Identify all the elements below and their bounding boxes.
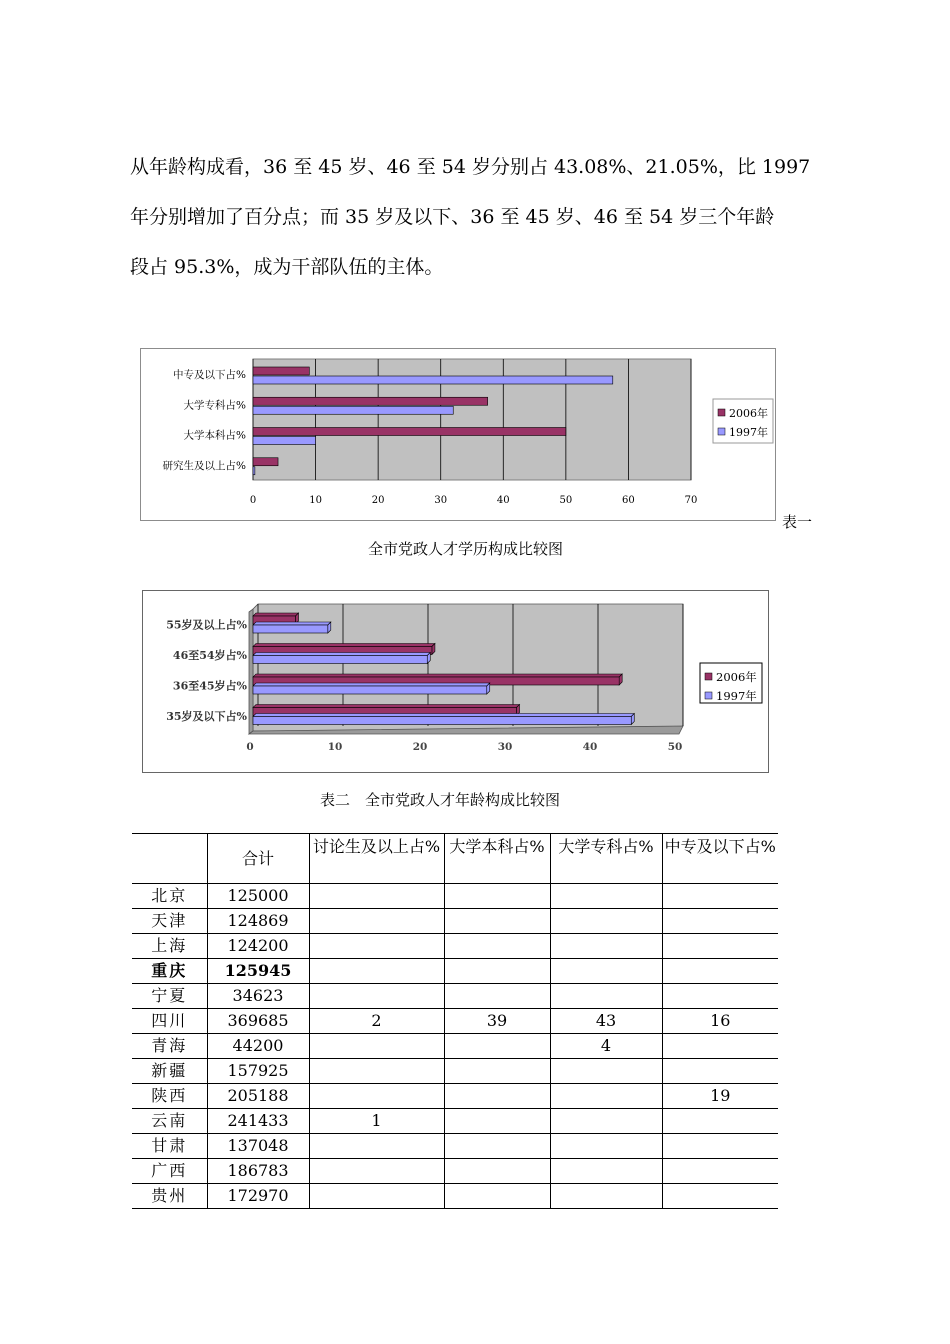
value-cell: 44200	[207, 1034, 309, 1059]
value-cell	[309, 934, 444, 959]
province-name-cell: 新疆	[132, 1059, 207, 1084]
value-cell: 137048	[207, 1134, 309, 1159]
bar-2006年	[253, 397, 488, 405]
bar-top	[253, 683, 490, 686]
intro-paragraph	[130, 142, 825, 292]
value-cell	[309, 909, 444, 934]
value-cell: 125000	[207, 884, 309, 909]
value-cell: 205188	[207, 1084, 309, 1109]
value-cell	[444, 884, 550, 909]
table-header-row	[132, 834, 778, 884]
value-cell	[309, 984, 444, 1009]
bar-1997年	[253, 376, 613, 384]
value-cell	[550, 1184, 662, 1209]
bar-top	[253, 674, 622, 677]
province-name-cell: 陕西	[132, 1084, 207, 1109]
value-cell	[662, 1184, 778, 1209]
age-chart-svg	[143, 591, 768, 772]
province-name-cell: 四川	[132, 1009, 207, 1034]
value-cell	[550, 1134, 662, 1159]
province-name-cell: 天津	[132, 909, 207, 934]
bar-2006年	[253, 428, 566, 436]
province-name-cell: 重庆	[132, 959, 207, 984]
value-cell	[662, 1159, 778, 1184]
legend-label: 1997年	[729, 426, 768, 439]
value-cell: 124200	[207, 934, 309, 959]
header-cell	[132, 834, 207, 884]
value-cell	[309, 1034, 444, 1059]
bar-top	[253, 653, 430, 656]
category-label: 大学专科占%	[183, 399, 246, 412]
value-cell	[662, 1134, 778, 1159]
province-name-cell: 云南	[132, 1109, 207, 1134]
province-name-cell: 上海	[132, 934, 207, 959]
table-one-label: 表一	[782, 513, 813, 531]
value-cell	[550, 1084, 662, 1109]
table-row	[132, 1009, 778, 1034]
legend-label: 1997年	[716, 689, 757, 703]
bar-1997年	[253, 686, 487, 694]
province-name-cell: 青海	[132, 1034, 207, 1059]
age-chart	[142, 590, 769, 773]
table-row	[132, 884, 778, 909]
bar-1997年	[253, 467, 255, 475]
education-chart-svg	[141, 349, 775, 520]
x-tick-label: 20	[371, 495, 385, 506]
value-cell: 369685	[207, 1009, 309, 1034]
table-row	[132, 909, 778, 934]
province-name-cell: 宁夏	[132, 984, 207, 1009]
province-name-cell: 甘肃	[132, 1134, 207, 1159]
paragraph-line: 年分别增加了百分点；而 35 岁及以下、36 至 45 岁、46 至 54 岁三个年龄	[130, 206, 775, 228]
x-tick-label: 40	[496, 495, 510, 506]
table-row	[132, 934, 778, 959]
value-cell	[550, 909, 662, 934]
value-cell	[444, 909, 550, 934]
legend-label: 2006年	[729, 407, 768, 420]
legend-label: 2006年	[716, 670, 757, 684]
value-cell	[662, 934, 778, 959]
bar-top	[253, 705, 520, 708]
chart2-caption: 表二 全市党政人才年龄构成比较图	[320, 791, 561, 809]
bar-2006年	[253, 367, 309, 375]
table-row	[132, 1159, 778, 1184]
value-cell	[444, 959, 550, 984]
province-table	[132, 833, 778, 1209]
bar-1997年	[253, 437, 316, 445]
value-cell	[444, 1059, 550, 1084]
value-cell	[309, 1059, 444, 1084]
bar-top	[253, 622, 331, 625]
value-cell	[444, 1184, 550, 1209]
bar-1997年	[253, 717, 631, 725]
value-cell: 1	[309, 1109, 444, 1134]
value-cell	[309, 1084, 444, 1109]
value-cell: 34623	[207, 984, 309, 1009]
legend-swatch	[705, 673, 712, 680]
x-tick-label: 10	[309, 495, 322, 506]
value-cell: 39	[444, 1009, 550, 1034]
x-tick-label: 20	[412, 741, 428, 753]
value-cell	[662, 884, 778, 909]
value-cell: 2	[309, 1009, 444, 1034]
chart1-caption: 全市党政人才学历构成比较图	[368, 540, 564, 558]
value-cell: 4	[550, 1034, 662, 1059]
paragraph-line: 从年龄构成看，36 至 45 岁、46 至 54 岁分别占 43.08%、21.05%，比 1997	[130, 156, 811, 178]
category-label: 55岁及以上占%	[166, 618, 247, 632]
value-cell	[444, 984, 550, 1009]
value-cell	[550, 1059, 662, 1084]
value-cell: 19	[662, 1084, 778, 1109]
value-cell	[550, 884, 662, 909]
value-cell	[309, 1184, 444, 1209]
x-tick-label: 0	[246, 741, 254, 753]
value-cell: 172970	[207, 1184, 309, 1209]
value-cell	[662, 1059, 778, 1084]
value-cell: 186783	[207, 1159, 309, 1184]
value-cell	[444, 1134, 550, 1159]
header-cell: 合计	[207, 834, 309, 884]
value-cell: 241433	[207, 1109, 309, 1134]
legend-swatch	[718, 428, 725, 435]
value-cell	[444, 1084, 550, 1109]
value-cell	[444, 934, 550, 959]
x-tick-label: 10	[327, 741, 343, 753]
legend-swatch	[705, 692, 712, 699]
category-label: 大学本科占%	[183, 429, 246, 442]
x-tick-label: 50	[667, 741, 683, 753]
province-name-cell: 贵州	[132, 1184, 207, 1209]
value-cell	[550, 1159, 662, 1184]
bar-2006年	[253, 458, 278, 466]
header-cell: 大学本科占%	[444, 834, 550, 884]
table-row	[132, 1134, 778, 1159]
x-tick-label: 70	[684, 495, 698, 506]
value-cell: 16	[662, 1009, 778, 1034]
header-cell: 讨论生及以上占%	[309, 834, 444, 884]
value-cell	[309, 1134, 444, 1159]
value-cell: 157925	[207, 1059, 309, 1084]
table-row	[132, 1059, 778, 1084]
value-cell	[309, 1159, 444, 1184]
x-tick-label: 40	[582, 741, 598, 753]
bar-1997年	[253, 625, 328, 633]
bar-1997年	[253, 656, 427, 664]
value-cell: 124869	[207, 909, 309, 934]
value-cell: 125945	[207, 959, 309, 984]
bar-top	[253, 613, 299, 616]
value-cell	[309, 959, 444, 984]
legend-swatch	[718, 409, 725, 416]
value-cell	[550, 984, 662, 1009]
value-cell	[662, 1034, 778, 1059]
category-label: 46至54岁占%	[172, 648, 247, 662]
x-tick-label: 60	[622, 495, 635, 506]
table-row	[132, 959, 778, 984]
value-cell	[550, 1109, 662, 1134]
paragraph-line: 段占 95.3%，成为干部队伍的主体。	[130, 256, 444, 278]
bar-1997年	[253, 406, 453, 414]
category-label: 研究生及以上占%	[162, 459, 246, 472]
value-cell	[444, 1034, 550, 1059]
education-chart	[140, 348, 776, 521]
value-cell	[550, 934, 662, 959]
x-tick-label: 30	[497, 741, 513, 753]
table-row	[132, 1084, 778, 1109]
value-cell	[444, 1159, 550, 1184]
value-cell	[662, 959, 778, 984]
table-row	[132, 984, 778, 1009]
x-tick-label: 50	[559, 495, 573, 506]
table-row	[132, 1109, 778, 1134]
x-tick-label: 0	[249, 495, 257, 506]
bar-top	[253, 714, 634, 717]
header-cell: 中专及以下占%	[662, 834, 778, 884]
x-tick-label: 30	[434, 495, 448, 506]
value-cell	[662, 1109, 778, 1134]
value-cell	[662, 984, 778, 1009]
category-label: 36至45岁占%	[172, 679, 247, 693]
category-label: 中专及以下占%	[173, 369, 246, 382]
table-row	[132, 1184, 778, 1209]
plot-wall	[249, 609, 253, 734]
province-name-cell: 北京	[132, 884, 207, 909]
value-cell	[309, 884, 444, 909]
province-name-cell: 广西	[132, 1159, 207, 1184]
value-cell	[444, 1109, 550, 1134]
header-cell: 大学专科占%	[550, 834, 662, 884]
category-label: 35岁及以下占%	[166, 709, 247, 723]
value-cell	[662, 909, 778, 934]
table-row	[132, 1034, 778, 1059]
value-cell	[550, 959, 662, 984]
bar-top	[253, 644, 435, 647]
value-cell: 43	[550, 1009, 662, 1034]
